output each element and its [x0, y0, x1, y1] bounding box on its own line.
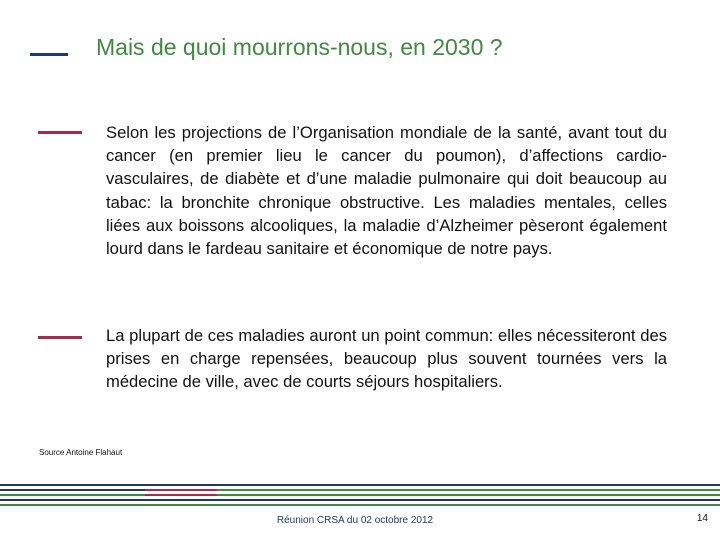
bullet-paragraph-1: Selon les projections de l’Organisation mondiale de la santé, avant tout du cancer (en premier lieu le cancer du poumon), d’affections cardio-vasculaires, de diabète et d’une maladie pulmonaire qui doit beaucoup au tabac: la bronchite chronique obstructive. Les maladies mentales, celles liées aux boissons alcooliques, la maladie d’Alzheimer pèseront également lourd dans le fardeau sanitaire et économique de notre pays.	[106, 123, 667, 259]
title-marker	[30, 53, 68, 56]
bullet-marker	[38, 131, 82, 134]
footer-divider-bars	[0, 484, 720, 506]
footer-event-label: Réunion CRSA du 02 octobre 2012	[276, 515, 434, 526]
page-number: 14	[696, 513, 708, 524]
source-note: Source Antoine Flahaut	[39, 448, 123, 457]
slide-title: Mais de quoi mourrons-nous, en 2030 ?	[96, 34, 503, 60]
bullet-marker	[38, 336, 82, 339]
bullet-paragraph-2: La plupart de ces maladies auront un point commun: elles nécessiteront des prises en charge repensées, beaucoup plus souvent tournées vers la médecine de ville, avec de courts séjours hospitaliers.	[106, 326, 667, 392]
